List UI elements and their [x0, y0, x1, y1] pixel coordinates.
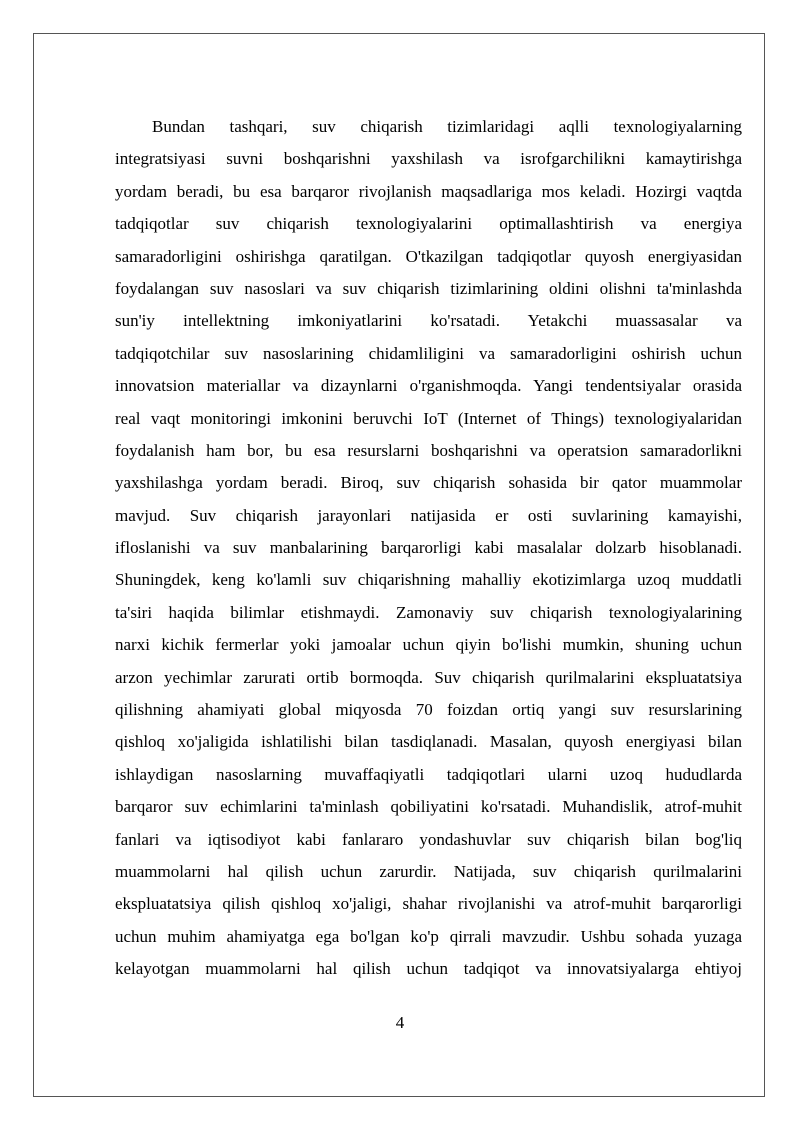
text-line: arzon yechimlar zarurati ortib bormoqda. Suv chiqarish qurilmalarini ekspluatatsiya [115, 667, 742, 687]
text-line: Bundan tashqari, suv chiqarish tizimlaridagi aqlli texnologiyalarning [152, 117, 742, 136]
text-line: fanlari va iqtisodiyot kabi fanlararo yondashuvlar suv chiqarish bilan bog'liq [115, 829, 742, 849]
text-line: ishlaydigan nasoslarning muvaffaqiyatli tadqiqotlari ularni uzoq hududlarda [115, 764, 742, 784]
text-line: uchun muhim ahamiyatga ega bo'lgan ko'p qirrali mavzudir. Ushbu sohada yuzaga [115, 926, 742, 946]
text-line: narxi kichik fermerlar yoki jamoalar uchun qiyin bo'lishi mumkin, shuning uchun [115, 635, 742, 655]
text-line: sun'iy intellektning imkoniyatlarini ko'rsatadi. Yetakchi muassasalar va [115, 311, 742, 331]
text-line: ifloslanishi va suv manbalarining barqarorligi kabi masalalar dolzarb hisoblanadi. [115, 538, 742, 558]
text-line: kelayotgan muammolarni hal qilish uchun tadqiqot va innovatsiyalarga ehtiyoj [115, 959, 742, 979]
text-line: innovatsion materiallar va dizaynlarni o'rganishmoqda. Yangi tendentsiyalar orasida [115, 376, 742, 396]
page-number: 4 [395, 1013, 405, 1032]
text-line: qilishning ahamiyati global miqyosda 70 foizdan ortiq yangi suv resurslarining [115, 700, 742, 720]
text-line: samaradorligini oshirishga qaratilgan. O'tkazilgan tadqiqotlar quyosh energiyasidan [115, 246, 742, 266]
text-line: muammolarni hal qilish uchun zarurdir. Natijada, suv chiqarish qurilmalarini [115, 861, 742, 881]
text-line: ta'siri haqida bilimlar etishmaydi. Zamonaviy suv chiqarish texnologiyalarining [115, 602, 742, 622]
text-line: integratsiyasi suvni boshqarishni yaxshilash va isrofgarchilikni kamaytirishga [115, 149, 742, 169]
text-line: mavjud. Suv chiqarish jarayonlari natijasida er osti suvlarining kamayishi, [115, 505, 742, 525]
text-line: Shuningdek, keng ko'lamli suv chiqarishning mahalliy ekotizimlarga uzoq muddatli [115, 570, 742, 590]
text-line: barqaror suv echimlarini ta'minlash qobiliyatini ko'rsatadi. Muhandislik, atrof-muhit [115, 797, 742, 817]
text-line: foydalangan suv nasoslari va suv chiqarish tizimlarining oldini olishni ta'minlashda [115, 278, 742, 298]
text-line: ekspluatatsiya qilish qishloq xo'jaligi, shahar rivojlanishi va atrof-muhit barqarorligi [115, 894, 742, 914]
text-line: qishloq xo'jaligida ishlatilishi bilan tasdiqlanadi. Masalan, quyosh energiyasi bilan [115, 732, 742, 752]
text-line: yaxshilashga yordam beradi. Biroq, suv chiqarish sohasida bir qator muammolar [115, 473, 742, 493]
text-line: tadqiqotlar suv chiqarish texnologiyalarini optimallashtirish va energiya [115, 214, 742, 234]
text-line: foydalanish ham bor, bu esa resurslarni boshqarishni va operatsion samaradorlikni [115, 440, 742, 460]
text-line: yordam beradi, bu esa barqaror rivojlanish maqsadlariga mos keladi. Hozirgi vaqtda [115, 181, 742, 201]
body-paragraph [115, 111, 742, 986]
text-line: tadqiqotchilar suv nasoslarining chidamliligini va samaradorligini oshirish uchun [115, 343, 742, 363]
text-line: real vaqt monitoringi imkonini beruvchi IoT (Internet of Things) texnologiyalaridan [115, 408, 742, 428]
